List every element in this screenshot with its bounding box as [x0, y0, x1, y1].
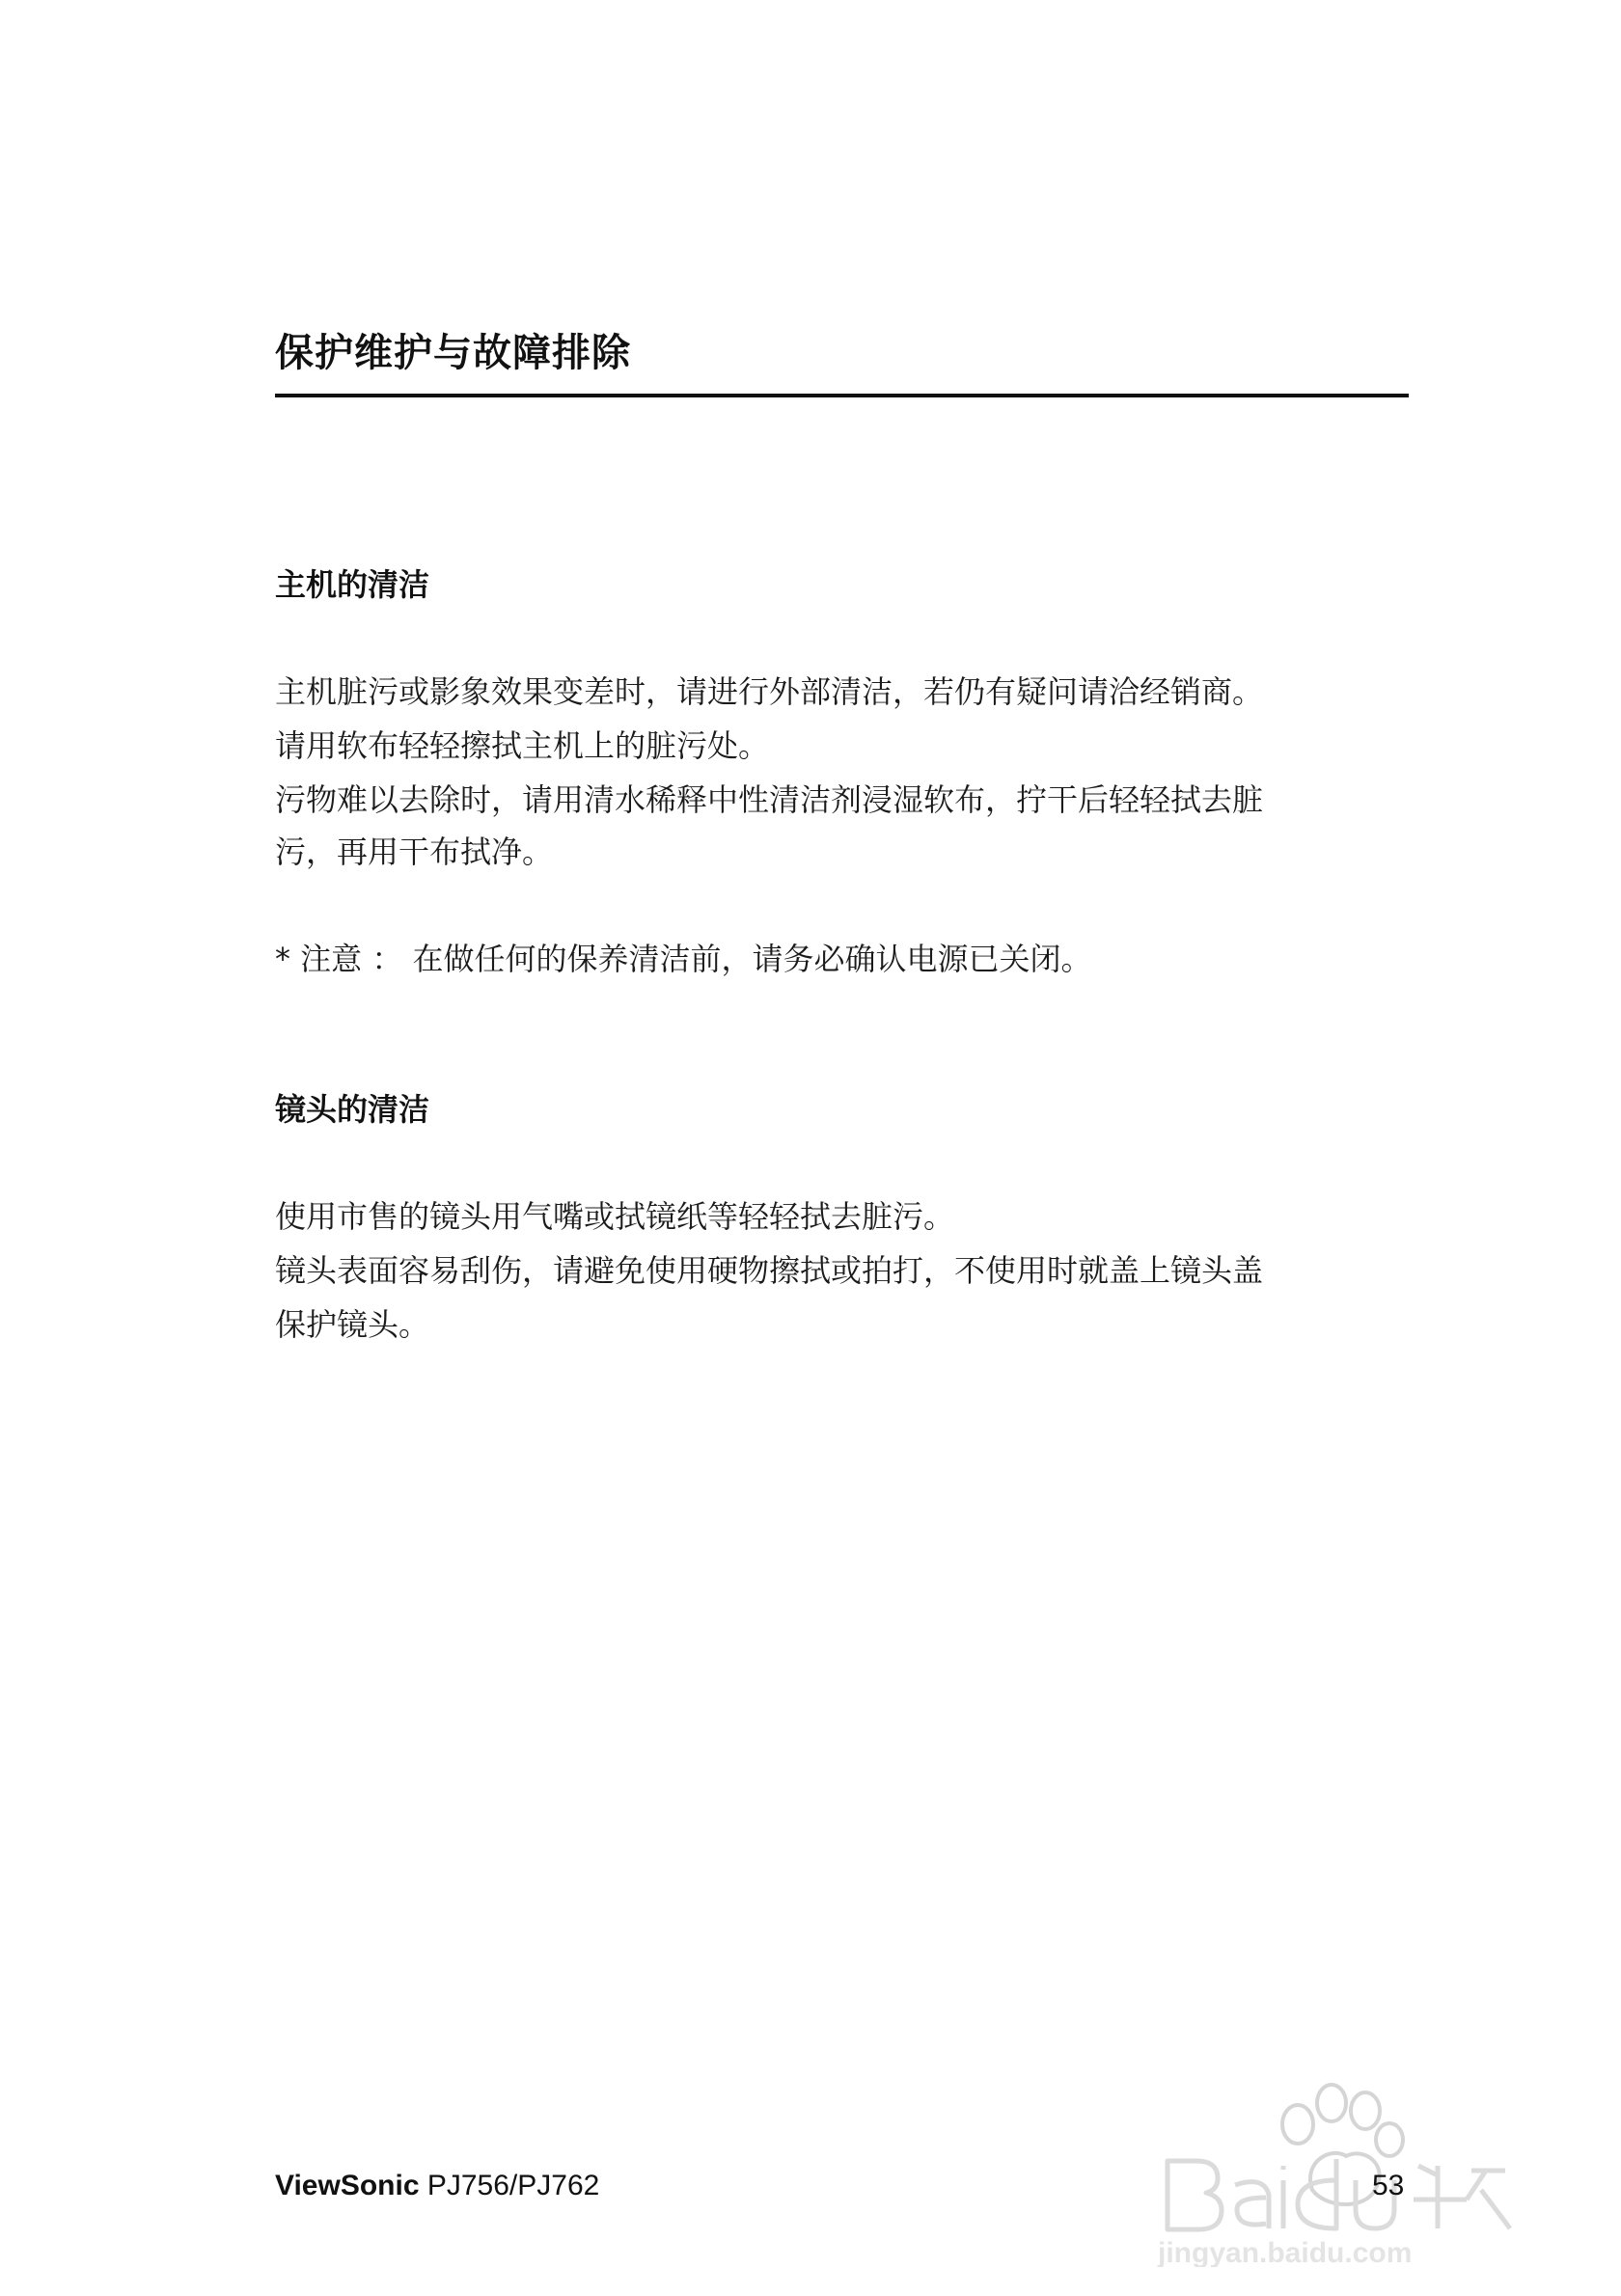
- section-heading-host-cleaning: 主机的清洁: [275, 566, 430, 603]
- paragraph-line: 保护镜头。: [275, 1306, 430, 1343]
- section-heading-lens-cleaning: 镜头的清洁: [275, 1091, 430, 1128]
- paragraph-line: 主机脏污或影象效果变差时，请进行外部清洁，若仍有疑问请洽经销商。: [275, 673, 1264, 710]
- page-number: 53: [1372, 2170, 1405, 2201]
- paragraph-line: 污物难以去除时，请用清水稀释中性清洁剂浸湿软布，拧干后轻轻拭去脏: [275, 781, 1264, 818]
- caution-note: * 注意 ： 在做任何的保养清洁前，请务必确认电源已关闭。: [275, 941, 1092, 977]
- title-rule: [275, 394, 1409, 397]
- baidu-jingyan-watermark: [1148, 2064, 1553, 2267]
- page-title: 保护维护与故障排除: [275, 331, 631, 375]
- paragraph-line: 请用软布轻轻擦拭主机上的脏污处。: [275, 727, 770, 764]
- paragraph-line: 使用市售的镜头用气嘴或拭镜纸等轻轻拭去脏污。: [275, 1198, 955, 1235]
- brand-name: ViewSonic: [275, 2170, 420, 2201]
- paragraph-line: 污，再用干布拭净。: [275, 834, 554, 870]
- svg-text:jingyan.baidu.com: jingyan.baidu.com: [1158, 2237, 1413, 2267]
- footer-brand: [275, 2167, 599, 2205]
- paragraph-line: 镜头表面容易刮伤，请避免使用硬物擦拭或拍打，不使用时就盖上镜头盖: [275, 1252, 1264, 1289]
- model-name: PJ756/PJ762: [426, 2170, 600, 2201]
